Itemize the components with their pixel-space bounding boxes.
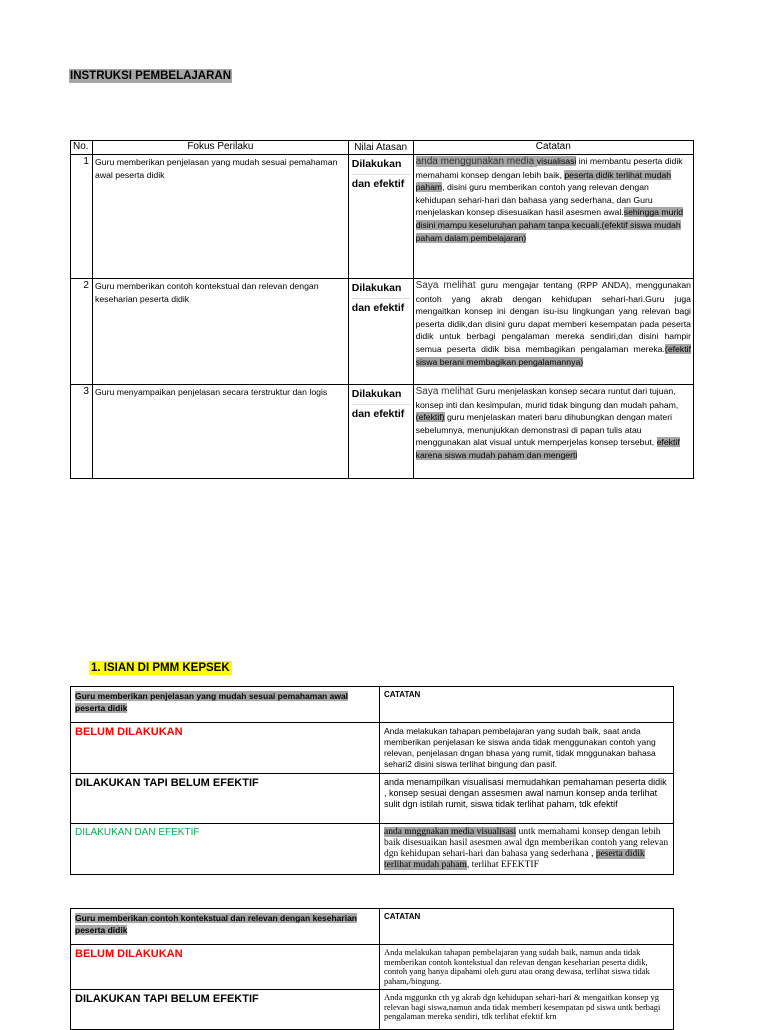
- fokus-text: Guru menyampaikan penjelasan secara terstruktur dan logis: [92, 385, 348, 479]
- pmm-header-text: Guru memberikan penjelasan yang mudah sesuai pemahaman awal peserta didik: [75, 691, 349, 713]
- pmm-row: [71, 945, 674, 990]
- highlighted-text: visualisasi: [536, 156, 577, 166]
- pmm-note: Anda mggunkn cth yg akrab dgn kehidupan sehari-hari & mengaitkan konsep yg relevan bagi siswa,namun anda tidak memberi kesempatan pd siswa untk berbagi pengalaman mereka sendiri, tdk terlihat efektif krn: [380, 990, 674, 1030]
- section-title: 1. ISIAN DI PMM KEPSEK: [91, 662, 230, 674]
- pmm-row: [71, 824, 674, 875]
- pmm-header-text: Guru memberikan contoh kontekstual dan relevan dengan keseharian peserta didik: [75, 913, 357, 935]
- pmm-row: [71, 723, 674, 774]
- pmm-note: Anda melakukan tahapan pembelajaran yang sudah baik, namun anda tidak memberikan contoh kontekstual dan relevan dengan keseharian peserta didik, contoh yang hanya dipahami oleh guru atau orang dewasa, terlihat siswa tidak paham,/bingung.: [380, 945, 674, 990]
- highlighted-text: efektif karena siswa mudah paham dan mengerti: [415, 437, 680, 460]
- col-header-no: No.: [71, 141, 93, 155]
- note-text: Guru menjelaskan konsep secara runtut dari tujuan, konsep inti dan kesimpulan, murid tidak bingung dan mudah paham,: [415, 386, 679, 410]
- table-row: [71, 385, 694, 479]
- col-header-catatan: Catatan: [413, 141, 693, 155]
- nilai-value: [348, 279, 413, 385]
- pmm-header-row: [71, 909, 674, 945]
- catatan-text: [413, 279, 693, 385]
- highlighted-text: anda menggunakan media: [415, 156, 537, 167]
- nilai-line-1: Dilakukan: [352, 155, 410, 175]
- status-label-belum-efektif: DILAKUKAN TAPI BELUM EFEKTIF: [71, 774, 380, 824]
- nilai-line-1: Dilakukan: [352, 279, 410, 299]
- note-text: , disini guru memberikan contoh yang relevan dengan kehidupan sehari-hari dan bahasa yang sederhana, dan Guru menjelaskan konsep disesuaikan hasil asesmen awal.: [415, 182, 653, 218]
- highlighted-text: peserta didik terlihat mudah paham: [415, 169, 672, 193]
- pmm-header-label: [71, 687, 380, 723]
- note-text: Saya melihat: [415, 386, 477, 397]
- highlighted-text: (efektif): [415, 412, 445, 423]
- pmm-header-label: [71, 909, 380, 945]
- pmm-note: [380, 824, 674, 875]
- row-number: 1: [71, 155, 93, 279]
- note-text: , terlihat EFEKTIF: [466, 860, 539, 870]
- highlighted-text: sehingga murid disini mampu keseluruhan paham tanpa kecuali.(efektif siswa mudah paham dalam pembelajaran): [415, 207, 684, 243]
- note-text: guru menjelaskan materi baru dihubungkan dengan materi sebelumnya, menunjukkan demonstrasi di papan tulis atau menggunakan alat visual untuk memperjelas konsep tersebut,: [415, 412, 673, 448]
- highlighted-text: anda mnggnakan media visualisasi: [384, 827, 517, 837]
- pmm-note: anda menampilkan visualisasi memudahkan pemahaman peserta didik , konsep sesuai dengan assesmen awal namun konsep anda terlihat sulit dgn istilah rumit, siswa tidak terlihat paham, tdk efektif: [380, 774, 674, 824]
- fokus-text: Guru memberikan penjelasan yang mudah sesuai pemahaman awal peserta didik: [92, 155, 348, 279]
- note-text: guru mengajar tentang (RPP ANDA), menggunakan contoh yang akrab dengan kehidupan sehari-hari.Guru juga mengaitkan konsep ini dengan isu-isu lingkungan yang relevan bagi peserta didik,dan disini guru dapat memberi kesempatan pada peserta didik untuk berbagi pengalaman mereka sendiri,dan disini hampir semua peserta didik bisa membagikan pengalaman mereka.: [415, 280, 691, 354]
- nilai-value: [348, 385, 413, 479]
- nilai-value: [348, 155, 413, 279]
- pmm-table-2: [70, 908, 674, 1030]
- nilai-line-2: dan efektif: [351, 302, 405, 314]
- row-number: 2: [71, 279, 93, 385]
- fokus-text: Guru memberikan contoh kontekstual dan relevan dengan keseharian peserta didik: [92, 279, 348, 385]
- status-label-belum-efektif: DILAKUKAN TAPI BELUM EFEKTIF: [71, 990, 380, 1030]
- nilai-line-1: Dilakukan: [352, 385, 410, 405]
- pmm-note: Anda melakukan tahapan pembelajaran yang sudah baik, saat anda memberikan penjelasan ke siswa anda tidak menggunakan contoh yang relevan, penjelasan dngan bhasa yang rumit, tidak mnggunakan bahasa sehari2 disini siswa terlihat bingung dan pasif.: [380, 723, 674, 774]
- pmm-row: [71, 774, 674, 824]
- note-text: Saya melihat: [415, 280, 481, 291]
- table-header-row: [71, 141, 694, 155]
- status-label-belum: BELUM DILAKUKAN: [71, 945, 380, 990]
- status-label-efektif: DILAKUKAN DAN EFEKTIF: [71, 824, 380, 875]
- catatan-text: [413, 155, 693, 279]
- status-label-belum: BELUM DILAKUKAN: [71, 723, 380, 774]
- table-row: [71, 279, 694, 385]
- nilai-line-2: dan efektif: [351, 178, 405, 190]
- catatan-header: CATATAN: [380, 687, 674, 723]
- pmm-table-1: [70, 686, 674, 875]
- catatan-header: CATATAN: [380, 909, 674, 945]
- highlighted-text: peserta didik terlihat mudah paham: [384, 849, 645, 870]
- instruction-table: [70, 140, 694, 479]
- highlighted-text: (efektif siswa berani membagikan pengalamannya): [415, 343, 691, 367]
- catatan-text: [413, 385, 693, 479]
- document-title: INSTRUKSI PEMBELAJARAN: [70, 70, 232, 82]
- note-text: ini membantu peserta didik memahami konsep dengan lebih baik,: [415, 156, 683, 180]
- col-header-nilai: Nilai Atasan: [348, 141, 413, 155]
- pmm-header-row: [71, 687, 674, 723]
- row-number: 3: [71, 385, 93, 479]
- note-text: untk memahami konsep dengan lebih baik disesuaikan hasil asesmen awal dgn memberikan contoh yang relevan dgn kehidupan sehari-hari dan bahasa yang sederhana ,: [384, 827, 669, 859]
- table-row: [71, 155, 694, 279]
- nilai-line-2: dan efektif: [351, 408, 405, 420]
- col-header-fokus: Fokus Perilaku: [92, 141, 348, 155]
